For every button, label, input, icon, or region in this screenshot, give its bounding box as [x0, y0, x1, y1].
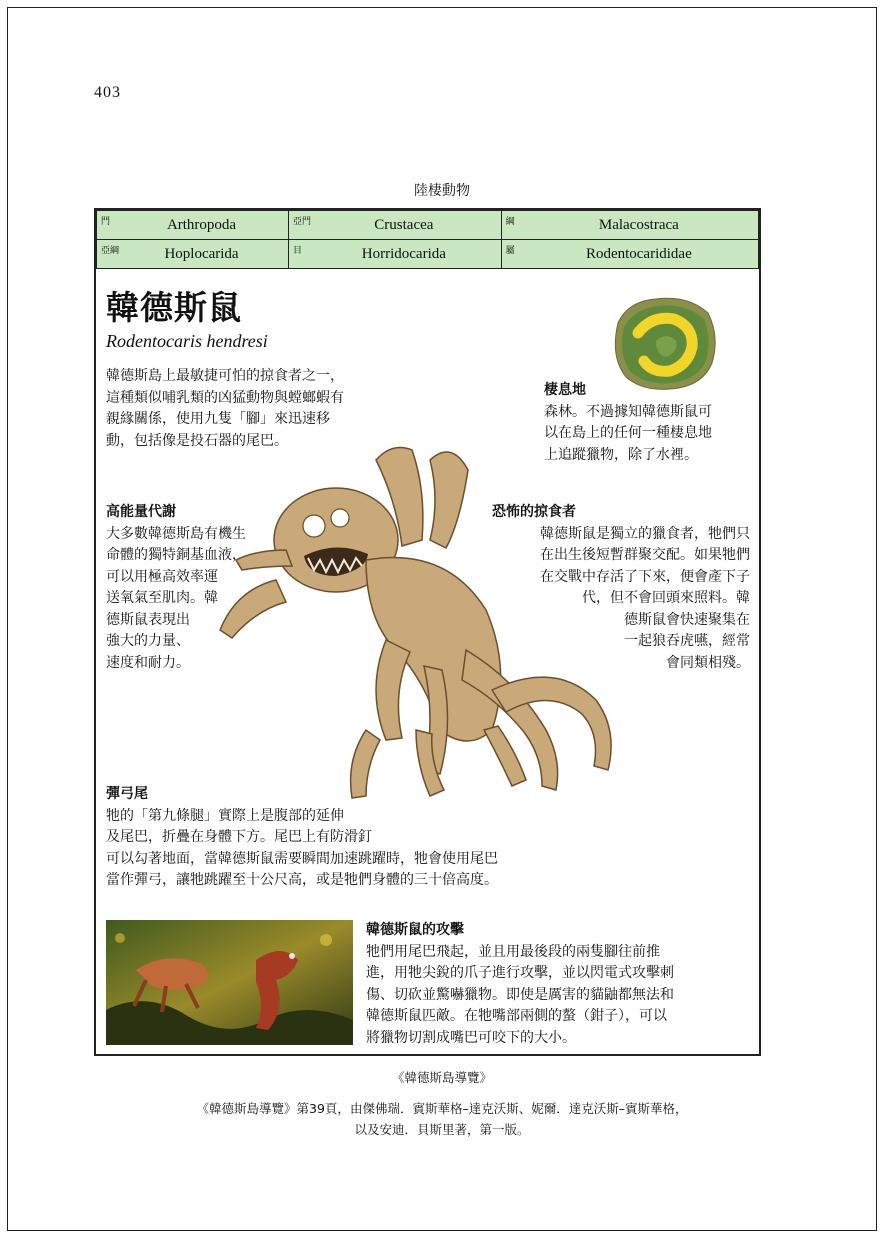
text-line: 代，但不會回頭來照料。韓: [582, 590, 750, 606]
species-figure: [94, 208, 761, 1056]
text-line: 強大的力量、: [106, 633, 190, 649]
text-line: 牠們用尾巴飛起，並且用最後段的兩隻腳往前推: [366, 943, 660, 960]
taxonomy-cell: [501, 240, 758, 269]
taxonomy-cell: [289, 211, 502, 240]
text-line: 這種類似哺乳類的凶猛動物與螳螂蝦有: [106, 389, 344, 406]
taxonomy-row: [97, 240, 759, 269]
credit-line: 《韓德斯島導覽》第39頁，由傑佛瑞．賓斯華格–達克沃斯、妮爾．達克沃斯–賓斯華格，: [196, 1101, 688, 1116]
taxonomy-cell: [501, 211, 758, 240]
text-line: 大多數韓德斯島有機生: [106, 525, 246, 542]
taxonomy-row: [97, 211, 759, 240]
text-line: 牠的「第九條腿」實際上是腹部的延伸: [106, 807, 344, 824]
text-line: 可以勾著地面，當韓德斯鼠需要瞬間加速跳躍時，牠會使用尾巴: [106, 850, 498, 867]
species-name: 韓德斯鼠: [106, 288, 242, 327]
text-line: 動，包括像是投石器的尾巴。: [106, 432, 288, 449]
text-line: 德斯鼠表現出: [106, 611, 190, 628]
figure-caption: 《韓德斯島導覽》: [391, 1070, 492, 1085]
text-line: 會同類相殘。: [666, 654, 750, 671]
predator-section: [492, 502, 750, 674]
text-line: 傷、切砍並驚嚇獵物。即使是厲害的貓鼬都無法和: [366, 986, 674, 1003]
rank-value: Hoplocarida: [164, 246, 239, 262]
text-line: 當作彈弓，讓牠跳躍至十公尺高，或是牠們身體的三十倍高度。: [106, 872, 498, 888]
text-line: 及尾巴，折疊在身體下方。尾巴上有防滑釘: [106, 829, 372, 845]
rank-value: Crustacea: [374, 217, 434, 233]
taxonomy-cell: [97, 211, 289, 240]
text-line: 將獵物切割成嘴巴可咬下的大小。: [366, 1029, 576, 1046]
text-line: 在交戰中存活了下來，便會產下子: [540, 568, 750, 585]
tail-section: [106, 784, 498, 892]
text-line: 可以用極高效率運: [106, 568, 218, 585]
rank-label: 綱: [505, 217, 515, 227]
rank-value: Arthropoda: [166, 217, 237, 233]
attack-section: [366, 920, 674, 1049]
habitat-map-image: [608, 293, 720, 393]
text-line: 進，用牠尖銳的爪子進行攻擊，並以閃電式攻擊刺: [366, 965, 674, 981]
figure-credit: [0, 1098, 884, 1140]
rank-value: Horridocarida: [361, 246, 446, 262]
predator-heading: 恐怖的掠食者: [492, 504, 576, 520]
category-heading: 陸棲動物: [414, 183, 470, 199]
text-line: 韓德斯鼠是獨立的獵食者，牠們只: [540, 525, 750, 542]
rank-value: Malacostraca: [598, 217, 679, 233]
taxonomy-table: [96, 210, 759, 269]
text-line: 命體的獨特銅基血液，: [106, 547, 246, 563]
taxonomy-cell: [97, 240, 289, 269]
metabolism-heading: 高能量代謝: [106, 504, 176, 520]
rank-value: Rodentocarididae: [585, 246, 692, 262]
text-line: 一起狼吞虎嚥，經常: [624, 633, 750, 649]
species-latin-name: Rodentocaris hendresi: [106, 331, 268, 351]
attack-heading: 韓德斯鼠的攻擊: [366, 922, 464, 938]
rank-label: 目: [293, 246, 303, 256]
text-line: 德斯鼠會快速聚集在: [624, 611, 750, 628]
text-line: 速度和耐力。: [106, 654, 190, 671]
rank-label: 門: [101, 217, 111, 227]
text-line: 韓德斯鼠匹敵。在牠嘴部兩側的螯（鉗子），可以: [366, 1008, 667, 1024]
text-line: 送氧氣至肌肉。韓: [106, 590, 218, 606]
habitat-heading: 棲息地: [544, 382, 586, 398]
text-line: 親緣關係，使用九隻「腳」來迅速移: [106, 411, 330, 427]
rank-label: 亞門: [293, 217, 312, 227]
tail-heading: 彈弓尾: [106, 786, 148, 802]
credit-line: 以及安迪．貝斯里著，第一版。: [354, 1122, 530, 1137]
taxonomy-cell: [289, 240, 502, 269]
rank-label: 亞綱: [101, 246, 120, 256]
text-line: 以在島上的任何一種棲息地: [544, 425, 712, 441]
text-line: 韓德斯島上最敏捷可怕的掠食者之一，: [106, 368, 344, 384]
text-line: 在出生後短暫群聚交配。如果牠們: [540, 547, 750, 563]
text-line: 森林。不過據知韓德斯鼠可: [544, 403, 712, 420]
text-line: 上追蹤獵物，除了水裡。: [544, 446, 698, 463]
page-number: 403: [94, 84, 121, 101]
metabolism-section: [106, 502, 246, 674]
attack-scene-image: [106, 920, 353, 1045]
rank-label: 屬: [505, 246, 515, 256]
